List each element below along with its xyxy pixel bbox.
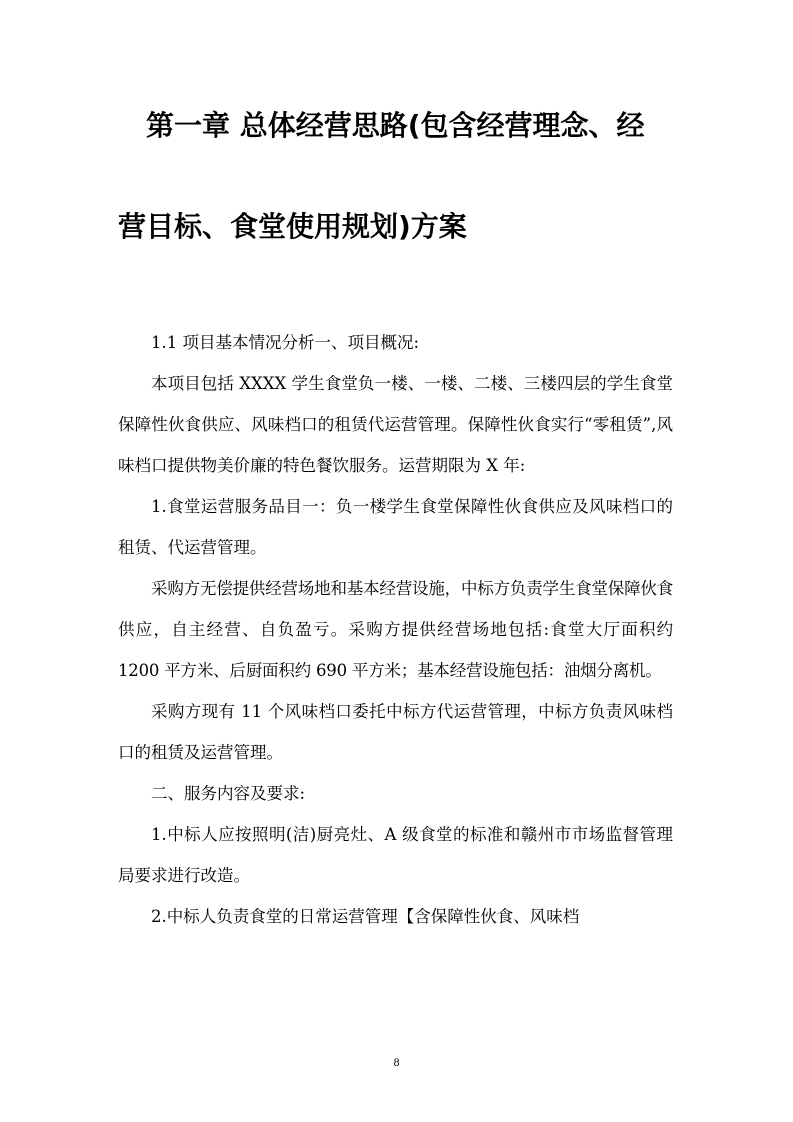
paragraph-project-description: 本项目包括 XXXX 学生食堂负一楼、一楼、二楼、三楼四层的学生食堂保障性伙食供应、风味档口的租赁代运营管理。保障性伙食实行“零租赁”,风味档口提供物美价廉的特色餐饮服务。运营期限为 X 年:	[118, 374, 673, 475]
paragraph-service-item-1: 1.食堂运营服务品目一：负一楼学生食堂保障性伙食供应及风味档口的租赁、代运营管理。	[118, 497, 673, 557]
paragraph-requirement-1: 1.中标人应按照明(洁)厨亮灶、A 级食堂的标准和赣州市市场监督管理局要求进行改造。	[118, 825, 673, 885]
body-text	[118, 322, 673, 937]
chapter-title-line-1: 第一章 总体经营思路(包含经营理念、经	[146, 109, 645, 142]
chapter-title-line-2: 营目标、食堂使用规划)方案	[118, 210, 467, 243]
paragraph-requirement-2: 2.中标人负责食堂的日常运营管理【含保障性伙食、风味档	[151, 907, 580, 926]
paragraph-project-overview-heading: 1.1 项目基本情况分析一、项目概况:	[151, 333, 420, 352]
paragraph-purchaser-provides: 采购方无偿提供经营场地和基本经营设施，中标方负责学生食堂保障伙食供应，自主经营、自负盈亏。采购方提供经营场地包括:食堂大厅面积约 1200 平方米、后厨面积约 690 平方米；基本经营设施包括：油烟分离机。	[118, 579, 673, 680]
paragraph-flavor-stalls: 采购方现有 11 个风味档口委托中标方代运营管理，中标方负责风味档口的租赁及运营管理。	[118, 702, 673, 762]
paragraph-service-requirements-heading: 二、服务内容及要求:	[151, 784, 306, 803]
page-number: 8	[393, 1058, 400, 1069]
